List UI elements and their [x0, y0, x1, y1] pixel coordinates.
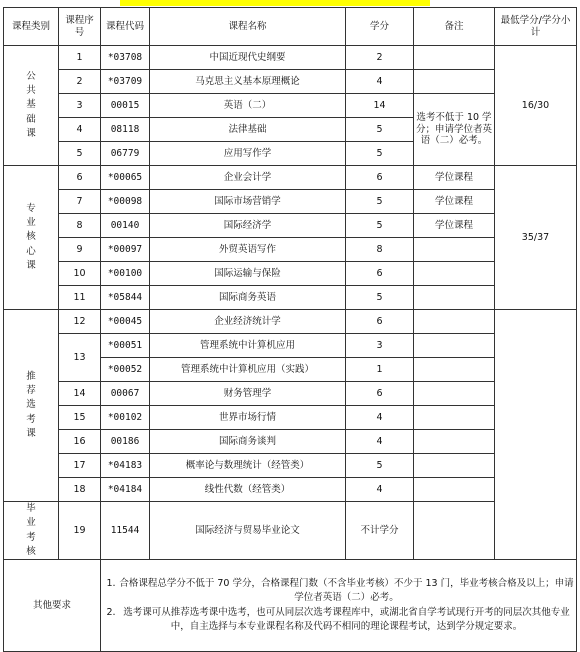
- code-cell: *00102: [101, 406, 150, 430]
- code-cell: 00015: [101, 94, 150, 118]
- code-cell: *00100: [101, 262, 150, 286]
- credit-cell: 8: [346, 238, 414, 262]
- table-row: [4, 262, 577, 286]
- credit-cell: 6: [346, 382, 414, 406]
- code-cell: *04183: [101, 454, 150, 478]
- name-cell: 财务管理学: [150, 382, 346, 406]
- seq-cell: 16: [59, 430, 101, 454]
- code-cell: *00045: [101, 310, 150, 334]
- name-cell: 国际经济学: [150, 214, 346, 238]
- header-category: 课程类别: [4, 8, 59, 46]
- code-cell: 11544: [101, 502, 150, 560]
- name-cell: 线性代数（经管类）: [150, 478, 346, 502]
- name-cell: 外贸英语写作: [150, 238, 346, 262]
- table-row: [4, 406, 577, 430]
- requirement-number: 1.: [106, 578, 116, 590]
- remark-cell: [414, 478, 495, 502]
- seq-cell: 2: [59, 70, 101, 94]
- seq-cell: 4: [59, 118, 101, 142]
- header-row: [4, 8, 577, 46]
- table-row: [4, 454, 577, 478]
- seq-cell: 19: [59, 502, 101, 560]
- code-cell: *03709: [101, 70, 150, 94]
- seq-cell: 8: [59, 214, 101, 238]
- category-public-basic: 公 共 基 础 课: [4, 46, 59, 166]
- name-cell: 中国近现代史纲要: [150, 46, 346, 70]
- remark-cell: [414, 334, 495, 358]
- name-cell: 英语（二）: [150, 94, 346, 118]
- credit-cell: 5: [346, 286, 414, 310]
- credit-cell: 14: [346, 94, 414, 118]
- code-cell: *00051: [101, 334, 150, 358]
- requirement-text: 选考课可从推荐选考课中选考，也可从同层次选考课程库中，或湖北省自学考试现行开考的同层次其他专业中，自主选择与本专业课程名称及代码不相同的理论课程考试，达到学分规定要求。: [123, 607, 570, 632]
- requirement-number: 2.: [106, 607, 116, 618]
- name-cell: 国际商务英语: [150, 286, 346, 310]
- credit-cell: 6: [346, 166, 414, 190]
- table-row: [4, 190, 577, 214]
- remark-cell: 学位课程: [414, 214, 495, 238]
- seq-cell: 13: [59, 334, 101, 382]
- code-cell: 00140: [101, 214, 150, 238]
- table-row: [4, 334, 577, 358]
- table-row: [4, 310, 577, 334]
- min-credit-elective: [495, 310, 577, 560]
- name-cell: 企业会计学: [150, 166, 346, 190]
- remark-cell: [414, 502, 495, 560]
- credit-cell: 4: [346, 70, 414, 94]
- credit-cell: 不计学分: [346, 502, 414, 560]
- credit-cell: 6: [346, 310, 414, 334]
- name-cell: 马克思主义基本原理概论: [150, 70, 346, 94]
- curriculum-table: [3, 7, 577, 652]
- header-min-credit: 最低学分/学分小计: [495, 8, 577, 46]
- remark-cell: [414, 430, 495, 454]
- credit-cell: 4: [346, 478, 414, 502]
- credit-cell: 5: [346, 142, 414, 166]
- remark-cell: [414, 286, 495, 310]
- min-credit-major-core: 35/37: [495, 166, 577, 310]
- remark-cell: [414, 406, 495, 430]
- code-cell: *03708: [101, 46, 150, 70]
- seq-cell: 7: [59, 190, 101, 214]
- name-cell: 国际运输与保险: [150, 262, 346, 286]
- table-row: [4, 214, 577, 238]
- credit-cell: 4: [346, 430, 414, 454]
- credit-cell: 5: [346, 190, 414, 214]
- name-cell: 国际经济与贸易毕业论文: [150, 502, 346, 560]
- code-cell: 00186: [101, 430, 150, 454]
- top-highlight-strip: [0, 0, 580, 7]
- remark-cell: [414, 382, 495, 406]
- code-cell: 08118: [101, 118, 150, 142]
- seq-cell: 9: [59, 238, 101, 262]
- name-cell: 概率论与数理统计（经管类）: [150, 454, 346, 478]
- table-row: [4, 94, 577, 118]
- seq-cell: 5: [59, 142, 101, 166]
- remark-cell: [414, 454, 495, 478]
- credit-cell: 3: [346, 334, 414, 358]
- seq-cell: 10: [59, 262, 101, 286]
- seq-cell: 3: [59, 94, 101, 118]
- credit-cell: 6: [346, 262, 414, 286]
- table-row: [4, 430, 577, 454]
- seq-cell: 17: [59, 454, 101, 478]
- table-row: [4, 286, 577, 310]
- remark-cell: 学位课程: [414, 166, 495, 190]
- name-cell: 世界市场行情: [150, 406, 346, 430]
- code-cell: 06779: [101, 142, 150, 166]
- category-graduation-assessment: 毕 业 考 核: [4, 502, 59, 560]
- name-cell: 管理系统中计算机应用: [150, 334, 346, 358]
- credit-cell: 1: [346, 358, 414, 382]
- seq-cell: 12: [59, 310, 101, 334]
- code-cell: *05844: [101, 286, 150, 310]
- table-row: [4, 502, 577, 560]
- seq-cell: 11: [59, 286, 101, 310]
- table-row: [4, 46, 577, 70]
- remark-cell: [414, 70, 495, 94]
- name-cell: 企业经济统计学: [150, 310, 346, 334]
- remark-cell: [414, 262, 495, 286]
- code-cell: 00067: [101, 382, 150, 406]
- code-cell: *00098: [101, 190, 150, 214]
- category-major-core: 专 业 核 心 课: [4, 166, 59, 310]
- remark-cell: [414, 238, 495, 262]
- category-recommended-elective: 推 荐 选 考 课: [4, 310, 59, 502]
- credit-cell: 5: [346, 214, 414, 238]
- credit-cell: 5: [346, 118, 414, 142]
- requirement-item: [103, 606, 574, 634]
- code-cell: *00065: [101, 166, 150, 190]
- remark-cell: [414, 358, 495, 382]
- seq-cell: 14: [59, 382, 101, 406]
- table-row: [4, 478, 577, 502]
- table-row: [4, 238, 577, 262]
- remark-cell: [414, 46, 495, 70]
- remark-cell: [414, 310, 495, 334]
- header-credit: 学分: [346, 8, 414, 46]
- table-body: [4, 8, 577, 652]
- name-cell: 管理系统中计算机应用（实践）: [150, 358, 346, 382]
- seq-cell: 15: [59, 406, 101, 430]
- table-row: [4, 382, 577, 406]
- other-requirements-label: 其他要求: [4, 560, 101, 652]
- min-credit-public-basic: 16/30: [495, 46, 577, 166]
- seq-cell: 18: [59, 478, 101, 502]
- header-name: 课程名称: [150, 8, 346, 46]
- seq-cell: 6: [59, 166, 101, 190]
- header-remark: 备注: [414, 8, 495, 46]
- name-cell: 法律基础: [150, 118, 346, 142]
- code-cell: *00052: [101, 358, 150, 382]
- code-cell: *00097: [101, 238, 150, 262]
- table-row: [4, 70, 577, 94]
- requirement-text: 合格课程总学分不低于 70 学分，合格课程门数（不含毕业考核）不少于 13 门，毕业考核合格及以上；申请学位者英语（二）必考。: [119, 578, 574, 604]
- table-row: [4, 166, 577, 190]
- code-cell: *04184: [101, 478, 150, 502]
- seq-cell: 1: [59, 46, 101, 70]
- name-cell: 国际市场营销学: [150, 190, 346, 214]
- credit-cell: 4: [346, 406, 414, 430]
- remark-cell: 学位课程: [414, 190, 495, 214]
- name-cell: 应用写作学: [150, 142, 346, 166]
- credit-cell: 2: [346, 46, 414, 70]
- header-code: 课程代码: [101, 8, 150, 46]
- remark-english-requirement: 选考不低于 10 学分；申请学位者英语（二）必考。: [414, 94, 495, 166]
- header-seq: 课程序号: [59, 8, 101, 46]
- name-cell: 国际商务谈判: [150, 430, 346, 454]
- requirement-item: [103, 577, 574, 605]
- credit-cell: 5: [346, 454, 414, 478]
